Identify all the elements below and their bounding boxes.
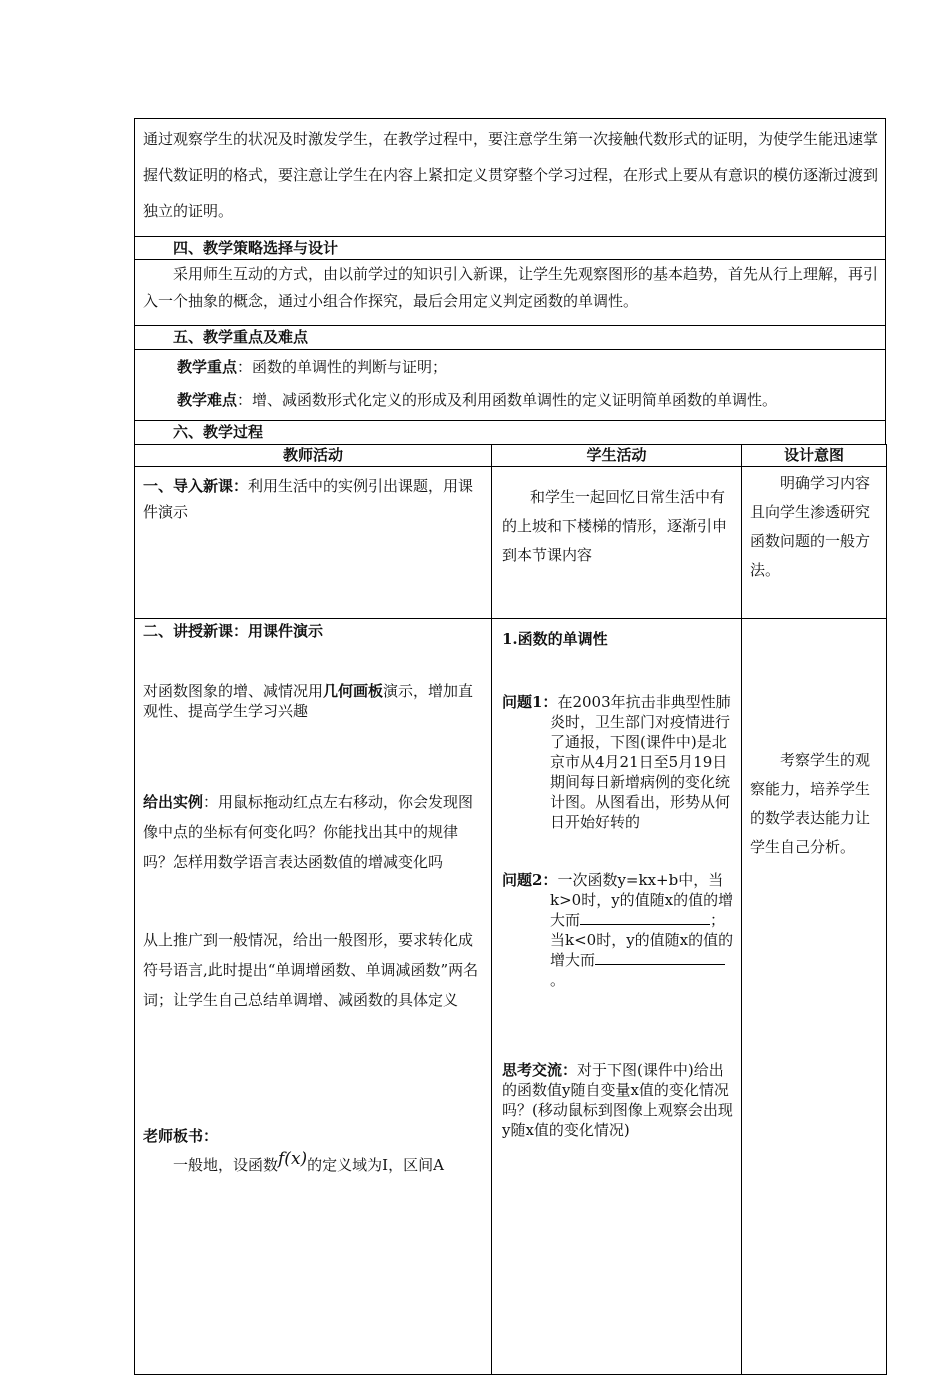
table-header-row	[135, 445, 887, 467]
intro-paragraph: 通过观察学生的状况及时激发学生，在教学过程中，要注意学生第一次接触代数形式的证明，为使学生能迅速掌握代数证明的格式，要注意让学生在内容上紧扣定义贯穿整个学习过程，在形式上要从有意识的模仿逐渐过渡到独立的证明。	[143, 130, 879, 220]
row1-teacher-text: 利用生活中的实例引出课题，用课件演示	[143, 477, 474, 521]
row2-teacher-p3: 从上推广到一般情况，给出一般图形，要求转化成符号语言,此时提出“单调增函数、单调减函数”两名词；让学生自己总结单调增、减函数的具体定义	[143, 931, 479, 1009]
table-row	[135, 619, 887, 1375]
question-1-label: 问题1：	[502, 693, 558, 711]
difficult-point	[135, 384, 885, 417]
process-table	[134, 444, 887, 1375]
intro-row	[135, 119, 885, 237]
key-point-text: ：函数的单调性的判断与证明；	[237, 358, 448, 376]
discussion-text: 对于下图(课件中)给出的函数值y随自变量x值的变化情况吗？(移动鼠标到图像上观察会出现y随x值的变化情况)	[502, 1061, 733, 1139]
section6-heading: 六、教学过程	[173, 423, 264, 441]
table-row	[135, 467, 887, 619]
section5-heading: 五、教学重点及难点	[173, 328, 309, 346]
geometry-sketchpad-term: 几何画板	[323, 682, 384, 700]
row1-student: 和学生一起回忆日常生活中有的上坡和下楼梯的情形，逐渐引申到本节课内容	[492, 467, 742, 619]
board-writing-label: 老师板书：	[143, 1127, 219, 1145]
difficult-point-label: 教学难点	[177, 391, 238, 409]
question-2-text-b: ；当k<0时，y的值随x的值的增大而	[550, 911, 734, 969]
definition-text-a: 一般地，设函数	[173, 1156, 279, 1174]
key-point-label: 教学重点	[177, 358, 238, 376]
section5-body-row	[135, 350, 885, 421]
section4-body-row	[135, 260, 885, 326]
section4-heading-row	[135, 237, 885, 260]
row1-teacher	[135, 467, 492, 619]
answer-blank-1[interactable]	[580, 910, 710, 925]
question-2-text-a: 一次函数y=kx+b中，当k>0时，y的值随x的值的增大而	[550, 871, 734, 929]
discussion	[502, 1060, 735, 1140]
row2-teacher-p2	[143, 787, 487, 877]
question-1-text: 在2003年抗击非典型性肺炎时，卫生部门对疫情进行了通报，下图(课件中)是北京市从4月21日至5月19日期间每日新增病例的变化统计图。从图看出，形势从何日开始好转的	[550, 693, 731, 831]
question-2-label: 问题2：	[502, 871, 558, 889]
row2-student	[492, 619, 742, 1375]
section5-heading-row	[135, 326, 885, 350]
question-1	[502, 692, 735, 832]
col-intent-header: 设计意图	[742, 445, 887, 467]
discussion-label: 思考交流：	[502, 1061, 578, 1079]
col-student-header: 学生活动	[492, 445, 742, 467]
row2-teacher-title: 二、讲授新课：用课件演示	[143, 622, 324, 640]
example-text: ：用鼠标拖动红点左右移动，你会发现图像中点的坐标有何变化吗？你能找出其中的规律吗？怎样用数学语言表达函数值的增减变化吗	[143, 793, 474, 871]
row2-teacher-p1	[143, 681, 487, 721]
section6-heading-row	[135, 421, 885, 444]
row1-teacher-label: 一、导入新课：	[143, 477, 249, 495]
row2-intent: 考察学生的观察能力，培养学生的数学表达能力让学生自己分析。	[742, 619, 887, 1375]
key-point	[135, 351, 885, 384]
lesson-plan-page	[134, 118, 886, 1375]
answer-blank-2[interactable]	[595, 950, 725, 965]
row2-teacher-p5	[143, 1149, 487, 1176]
section4-text: 采用师生互动的方式，由以前学过的知识引入新课，让学生先观察图形的基本趋势，首先从行上理解，再引入一个抽象的概念，通过小组合作探究，最后会用定义判定函数的单调性。	[143, 265, 879, 310]
row2-teacher-p1-text-b: 演示，增加直观性、提高学生学习兴趣	[143, 682, 474, 720]
row2-teacher-p1-text: 对函数图象的增、减情况用	[143, 682, 324, 700]
function-fx: f(x)	[278, 1149, 308, 1169]
lesson-plan-frame	[134, 118, 886, 444]
section4-heading: 四、教学策略选择与设计	[173, 239, 339, 257]
row2-student-title: 1.函数的单调性	[502, 630, 608, 648]
example-label: 给出实例	[143, 793, 204, 811]
col-teacher-header: 教师活动	[135, 445, 492, 467]
question-2	[502, 870, 735, 990]
difficult-point-text: ：增、减函数形式化定义的形成及利用函数单调性的定义证明简单函数的单调性。	[237, 391, 778, 409]
row2-teacher	[135, 619, 492, 1375]
question-2-text-c: 。	[550, 971, 566, 989]
definition-text-b: 的定义域为I，区间A	[307, 1156, 444, 1174]
row1-intent: 明确学习内容且向学生渗透研究函数问题的一般方法。	[742, 467, 887, 619]
